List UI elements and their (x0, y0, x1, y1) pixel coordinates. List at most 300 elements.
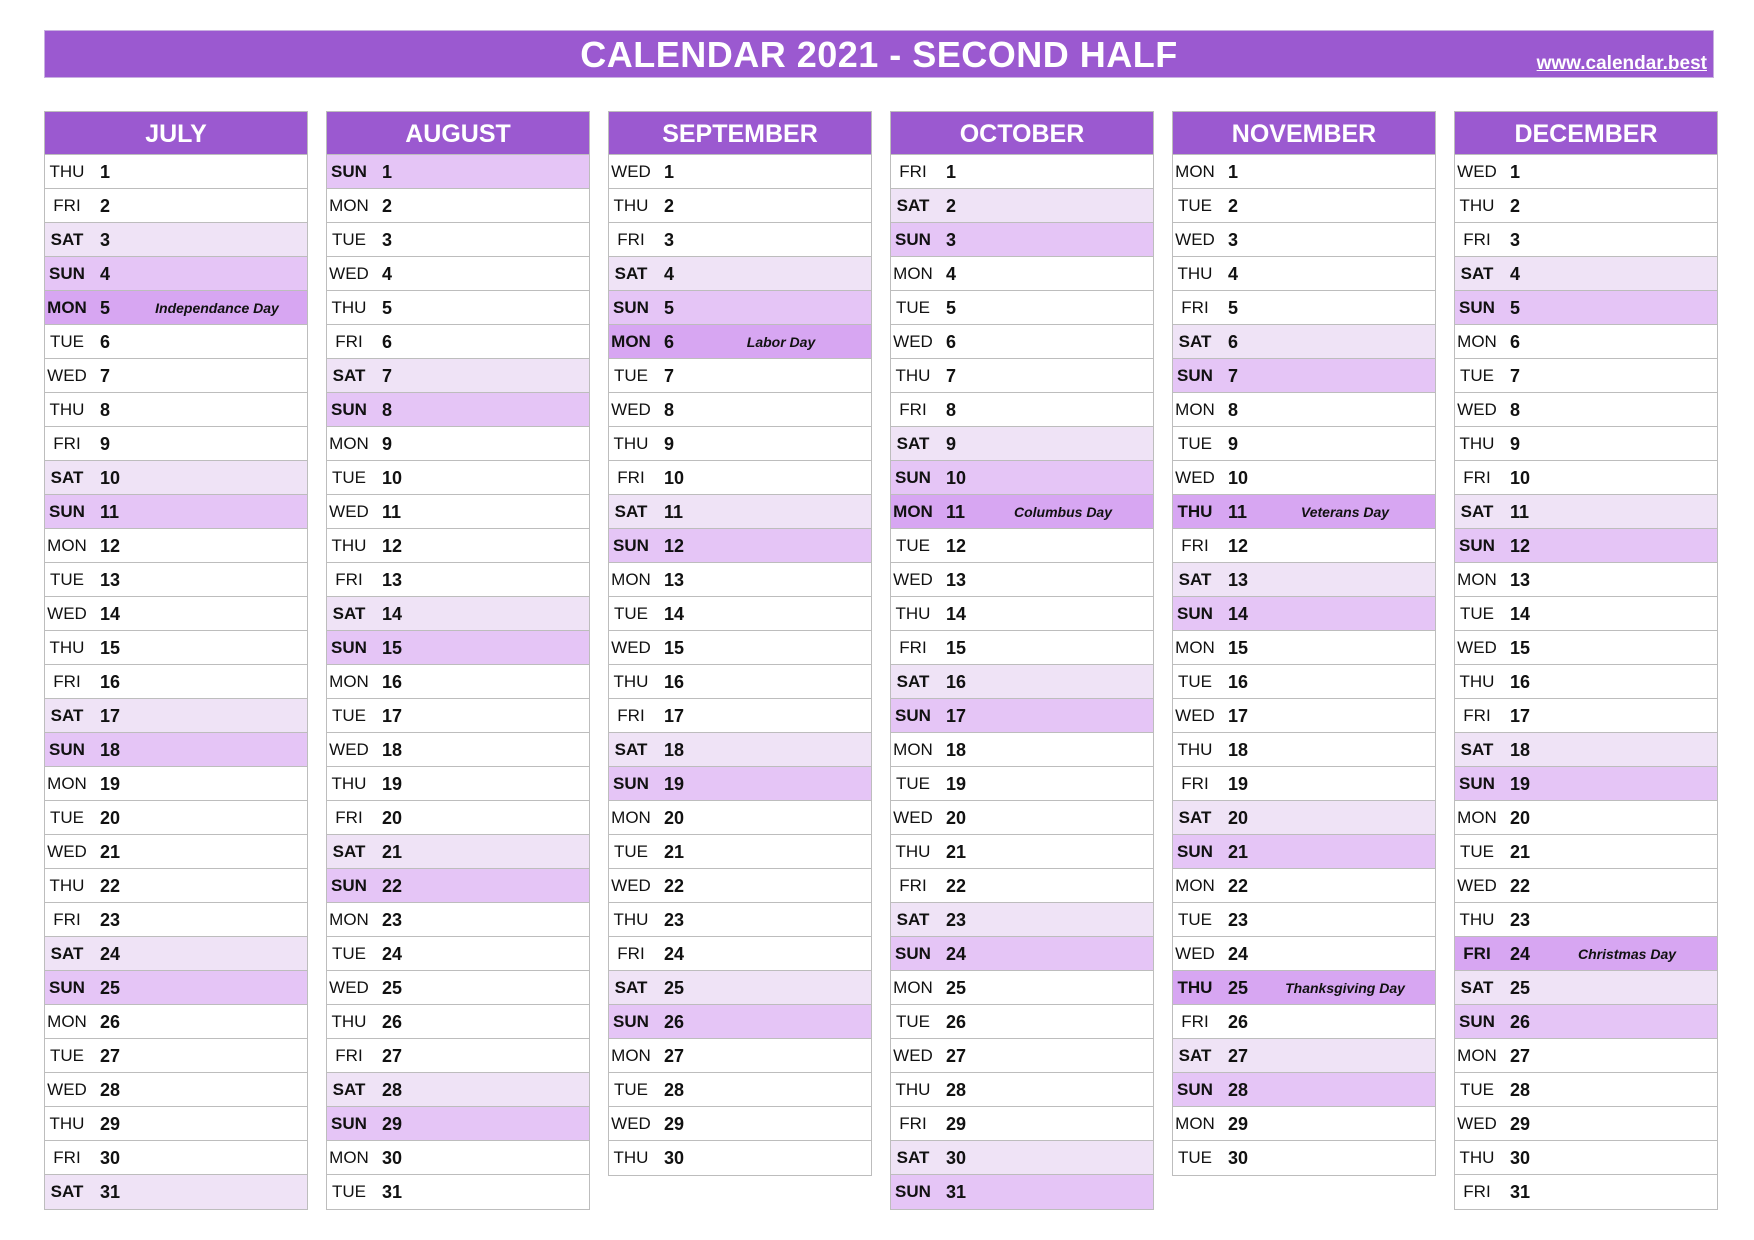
day-number: 7 (1228, 366, 1239, 386)
day-number: 7 (946, 366, 957, 386)
day-number: 27 (382, 1046, 403, 1066)
day-of-week: MON (47, 536, 87, 555)
day-number: 10 (946, 468, 967, 488)
day-number: 10 (1228, 468, 1249, 488)
day-of-week: SAT (50, 230, 84, 249)
day-row (327, 563, 589, 597)
day-number: 23 (946, 910, 967, 930)
day-number: 13 (100, 570, 121, 590)
day-row (609, 801, 871, 835)
day-row (1173, 189, 1435, 223)
day-of-week: MON (329, 1148, 369, 1167)
day-of-week: MON (1175, 162, 1215, 181)
day-of-week: FRI (335, 332, 363, 351)
day-row (45, 1039, 307, 1073)
day-row (891, 563, 1153, 597)
day-number: 12 (100, 536, 121, 556)
day-row (45, 189, 307, 223)
day-row (327, 495, 589, 529)
day-of-week: TUE (1460, 1080, 1494, 1099)
day-number: 19 (382, 774, 403, 794)
day-of-week: MON (893, 978, 933, 997)
day-number: 31 (1510, 1182, 1531, 1202)
day-row (1455, 665, 1717, 699)
day-number: 23 (1510, 910, 1531, 930)
day-number: 2 (382, 196, 393, 216)
day-of-week: TUE (1460, 366, 1494, 385)
day-number: 4 (100, 264, 111, 284)
day-row (609, 529, 871, 563)
day-of-week: SAT (50, 1182, 84, 1201)
day-number: 2 (1510, 196, 1521, 216)
day-row (891, 223, 1153, 257)
day-row (609, 597, 871, 631)
day-number: 8 (946, 400, 957, 420)
day-number: 23 (100, 910, 121, 930)
day-number: 31 (946, 1182, 967, 1202)
day-row (45, 427, 307, 461)
day-number: 9 (382, 434, 393, 454)
day-row (1455, 461, 1717, 495)
day-row (891, 699, 1153, 733)
day-of-week: SAT (614, 264, 648, 283)
day-row (891, 189, 1153, 223)
day-row (1173, 291, 1435, 325)
day-number: 19 (1228, 774, 1249, 794)
day-of-week: WED (893, 332, 933, 351)
day-of-week: WED (1175, 468, 1215, 487)
day-number: 25 (1228, 978, 1249, 998)
day-row (609, 631, 871, 665)
day-of-week: SAT (1460, 264, 1494, 283)
day-number: 1 (1228, 162, 1239, 182)
day-row (45, 257, 307, 291)
day-number: 14 (1228, 604, 1249, 624)
day-of-week: SUN (1459, 1012, 1495, 1031)
day-row (45, 529, 307, 563)
day-of-week: MON (47, 1012, 87, 1031)
day-row (327, 1175, 589, 1209)
day-row (327, 359, 589, 393)
month-header: DECEMBER (1455, 112, 1717, 155)
day-row (891, 903, 1153, 937)
day-number: 19 (946, 774, 967, 794)
day-number: 3 (1510, 230, 1521, 250)
day-row (891, 869, 1153, 903)
day-row (1455, 563, 1717, 597)
day-number: 22 (946, 876, 967, 896)
month-august (326, 111, 590, 1210)
day-row (1455, 631, 1717, 665)
day-number: 4 (664, 264, 675, 284)
day-number: 23 (1228, 910, 1249, 930)
day-row (1173, 937, 1435, 971)
day-number: 5 (382, 298, 393, 318)
day-number: 7 (382, 366, 393, 386)
day-of-week: MON (329, 196, 369, 215)
day-of-week: THU (331, 298, 367, 317)
day-row (45, 699, 307, 733)
day-number: 1 (100, 162, 111, 182)
holiday-name: Columbus Day (1013, 504, 1112, 520)
day-row (891, 733, 1153, 767)
day-of-week: THU (49, 1114, 85, 1133)
day-number: 29 (946, 1114, 967, 1134)
day-row (45, 937, 307, 971)
day-row (1455, 903, 1717, 937)
day-number: 6 (100, 332, 111, 352)
day-row (1173, 427, 1435, 461)
day-row (609, 733, 871, 767)
day-row (1173, 665, 1435, 699)
day-row (1173, 597, 1435, 631)
day-row (1455, 1141, 1717, 1175)
day-row (1173, 563, 1435, 597)
day-of-week: SAT (896, 1148, 930, 1167)
day-number: 16 (1228, 672, 1249, 692)
day-of-week: TUE (1178, 196, 1212, 215)
day-number: 29 (1228, 1114, 1249, 1134)
day-number: 11 (664, 502, 684, 522)
title-bar (44, 30, 1714, 78)
day-of-week: SUN (895, 944, 931, 963)
day-of-week: TUE (50, 570, 84, 589)
day-of-week: MON (1175, 1114, 1215, 1133)
day-of-week: MON (329, 910, 369, 929)
day-number: 12 (1510, 536, 1531, 556)
day-row (1173, 1141, 1435, 1175)
day-row (45, 835, 307, 869)
day-row (1173, 869, 1435, 903)
day-number: 1 (664, 162, 675, 182)
day-row (891, 257, 1153, 291)
day-number: 27 (1228, 1046, 1249, 1066)
day-number: 16 (100, 672, 121, 692)
day-number: 14 (946, 604, 967, 624)
day-number: 21 (100, 842, 121, 862)
day-number: 12 (664, 536, 685, 556)
day-number: 5 (1510, 298, 1521, 318)
day-of-week: SUN (1459, 536, 1495, 555)
day-of-week: MON (893, 740, 933, 759)
day-row (891, 767, 1153, 801)
day-row (891, 801, 1153, 835)
day-number: 28 (1510, 1080, 1531, 1100)
day-number: 30 (382, 1148, 403, 1168)
day-number: 21 (382, 842, 403, 862)
holiday-row (891, 495, 1153, 529)
holiday-row (1173, 495, 1435, 529)
day-of-week: TUE (1460, 604, 1494, 623)
day-row (45, 631, 307, 665)
day-of-week: FRI (899, 1114, 927, 1133)
day-of-week: THU (613, 672, 649, 691)
holiday-row (609, 325, 871, 359)
day-of-week: THU (1177, 978, 1213, 997)
month-july (44, 111, 308, 1210)
day-number: 3 (1228, 230, 1239, 250)
day-number: 31 (382, 1182, 403, 1202)
day-of-week: SAT (1460, 978, 1494, 997)
day-number: 28 (100, 1080, 121, 1100)
day-of-week: WED (893, 570, 933, 589)
day-of-week: FRI (1463, 230, 1491, 249)
day-of-week: TUE (332, 468, 366, 487)
day-number: 28 (382, 1080, 403, 1100)
day-row (1173, 1107, 1435, 1141)
day-of-week: TUE (896, 1012, 930, 1031)
day-of-week: TUE (1178, 1148, 1212, 1167)
day-number: 8 (100, 400, 111, 420)
day-row (891, 325, 1153, 359)
day-row (1173, 631, 1435, 665)
holiday-name: Christmas Day (1577, 946, 1677, 962)
day-number: 13 (946, 570, 967, 590)
holiday-name: Thanksgiving Day (1285, 980, 1405, 996)
day-number: 18 (100, 740, 121, 760)
day-number: 4 (1510, 264, 1521, 284)
day-of-week: FRI (1463, 468, 1491, 487)
day-number: 1 (946, 162, 957, 182)
day-of-week: THU (1177, 502, 1213, 521)
day-row (609, 427, 871, 461)
day-row (609, 869, 871, 903)
day-of-week: THU (1459, 672, 1495, 691)
day-number: 14 (382, 604, 403, 624)
day-number: 16 (946, 672, 967, 692)
day-number: 15 (664, 638, 685, 658)
day-row (609, 563, 871, 597)
day-number: 13 (1228, 570, 1249, 590)
day-number: 23 (382, 910, 403, 930)
day-of-week: THU (49, 162, 85, 181)
day-number: 20 (1228, 808, 1249, 828)
day-number: 11 (946, 502, 966, 522)
day-of-week: TUE (1178, 434, 1212, 453)
day-of-week: WED (1457, 400, 1497, 419)
day-of-week: SAT (1178, 808, 1212, 827)
day-row (327, 189, 589, 223)
day-number: 17 (1510, 706, 1531, 726)
day-number: 9 (1510, 434, 1521, 454)
day-row (609, 359, 871, 393)
day-row (1173, 903, 1435, 937)
day-row (609, 1039, 871, 1073)
day-number: 29 (382, 1114, 403, 1134)
day-of-week: WED (1175, 944, 1215, 963)
day-of-week: WED (1457, 162, 1497, 181)
day-of-week: SUN (49, 740, 85, 759)
day-number: 5 (946, 298, 957, 318)
day-row (327, 291, 589, 325)
day-row (327, 971, 589, 1005)
day-row (1455, 971, 1717, 1005)
day-row (609, 291, 871, 325)
day-of-week: THU (613, 1148, 649, 1167)
day-of-week: TUE (614, 842, 648, 861)
day-row (45, 1175, 307, 1209)
day-row (45, 869, 307, 903)
day-row (45, 1073, 307, 1107)
day-of-week: WED (47, 366, 87, 385)
day-row (327, 801, 589, 835)
day-row (1455, 529, 1717, 563)
day-number: 24 (664, 944, 685, 964)
day-number: 25 (100, 978, 121, 998)
day-of-week: TUE (614, 604, 648, 623)
day-number: 14 (664, 604, 685, 624)
day-of-week: TUE (1460, 842, 1494, 861)
day-of-week: SUN (895, 230, 931, 249)
day-number: 1 (382, 162, 393, 182)
day-of-week: TUE (332, 230, 366, 249)
day-row (891, 1175, 1153, 1209)
day-row (45, 563, 307, 597)
day-number: 8 (1510, 400, 1521, 420)
day-row (327, 155, 589, 189)
day-of-week: SAT (1178, 1046, 1212, 1065)
day-number: 24 (100, 944, 121, 964)
day-number: 26 (382, 1012, 403, 1032)
day-of-week: MON (1175, 638, 1215, 657)
day-row (1173, 1039, 1435, 1073)
day-of-week: WED (1175, 230, 1215, 249)
day-of-week: WED (329, 502, 369, 521)
day-number: 13 (1510, 570, 1531, 590)
day-row (45, 325, 307, 359)
day-of-week: THU (1459, 1148, 1495, 1167)
day-number: 18 (1228, 740, 1249, 760)
day-row (891, 393, 1153, 427)
day-number: 21 (1510, 842, 1531, 862)
day-of-week: TUE (332, 706, 366, 725)
month-header: AUGUST (327, 112, 589, 155)
day-number: 13 (382, 570, 403, 590)
day-number: 23 (664, 910, 685, 930)
day-number: 12 (946, 536, 967, 556)
day-row (1455, 1039, 1717, 1073)
day-number: 2 (664, 196, 675, 216)
day-row (1455, 393, 1717, 427)
day-row (1455, 1073, 1717, 1107)
day-number: 30 (100, 1148, 121, 1168)
day-of-week: SAT (1178, 570, 1212, 589)
day-of-week: SAT (50, 468, 84, 487)
day-row (1455, 359, 1717, 393)
holiday-name: Independance Day (155, 300, 279, 316)
day-number: 20 (382, 808, 403, 828)
day-row (1173, 733, 1435, 767)
day-number: 19 (100, 774, 121, 794)
day-of-week: THU (1459, 196, 1495, 215)
day-of-week: TUE (50, 808, 84, 827)
day-of-week: WED (1175, 706, 1215, 725)
day-of-week: SAT (332, 604, 366, 623)
day-number: 20 (100, 808, 121, 828)
month-header: NOVEMBER (1173, 112, 1435, 155)
day-row (327, 1141, 589, 1175)
day-of-week: SUN (1177, 366, 1213, 385)
day-number: 19 (664, 774, 685, 794)
day-number: 8 (1228, 400, 1239, 420)
day-of-week: THU (49, 638, 85, 657)
day-of-week: MON (1457, 332, 1497, 351)
day-of-week: TUE (1178, 910, 1212, 929)
day-number: 5 (1228, 298, 1239, 318)
day-number: 4 (946, 264, 957, 284)
day-row (1455, 325, 1717, 359)
day-of-week: MON (47, 774, 87, 793)
day-of-week: WED (611, 162, 651, 181)
day-row (327, 631, 589, 665)
day-row (891, 835, 1153, 869)
day-number: 7 (664, 366, 675, 386)
day-of-week: MON (1457, 570, 1497, 589)
day-number: 29 (100, 1114, 121, 1134)
day-row (1455, 189, 1717, 223)
day-number: 9 (946, 434, 957, 454)
day-row (327, 903, 589, 937)
day-row (327, 835, 589, 869)
holiday-row (45, 291, 307, 325)
day-number: 21 (946, 842, 967, 862)
day-of-week: SUN (613, 1012, 649, 1031)
day-of-week: TUE (614, 366, 648, 385)
day-number: 7 (100, 366, 111, 386)
day-number: 17 (664, 706, 685, 726)
day-of-week: MON (1175, 876, 1215, 895)
day-of-week: WED (611, 638, 651, 657)
day-of-week: TUE (50, 332, 84, 351)
month-october (890, 111, 1154, 1210)
day-of-week: MON (611, 1046, 651, 1065)
day-row (45, 767, 307, 801)
day-of-week: FRI (899, 162, 927, 181)
day-of-week: SAT (896, 196, 930, 215)
day-row (1173, 835, 1435, 869)
website-link[interactable]: www.calendar.best (1536, 53, 1707, 74)
day-number: 26 (946, 1012, 967, 1032)
day-number: 10 (1510, 468, 1531, 488)
day-row (609, 937, 871, 971)
day-of-week: WED (611, 1114, 651, 1133)
day-number: 22 (1228, 876, 1249, 896)
day-row (609, 461, 871, 495)
day-row (327, 597, 589, 631)
day-of-week: SUN (895, 468, 931, 487)
day-number: 27 (664, 1046, 685, 1066)
day-number: 22 (382, 876, 403, 896)
day-of-week: SAT (50, 706, 84, 725)
day-row (891, 427, 1153, 461)
day-number: 21 (1228, 842, 1249, 862)
day-row (1455, 869, 1717, 903)
day-row (1173, 223, 1435, 257)
day-number: 2 (946, 196, 957, 216)
day-row (45, 903, 307, 937)
day-number: 2 (100, 196, 111, 216)
day-number: 26 (1510, 1012, 1531, 1032)
day-number: 17 (100, 706, 121, 726)
day-row (609, 699, 871, 733)
day-number: 22 (1510, 876, 1531, 896)
day-number: 11 (382, 502, 402, 522)
day-of-week: MON (329, 434, 369, 453)
day-number: 10 (100, 468, 121, 488)
day-number: 18 (946, 740, 967, 760)
day-number: 6 (1228, 332, 1239, 352)
day-number: 6 (382, 332, 393, 352)
